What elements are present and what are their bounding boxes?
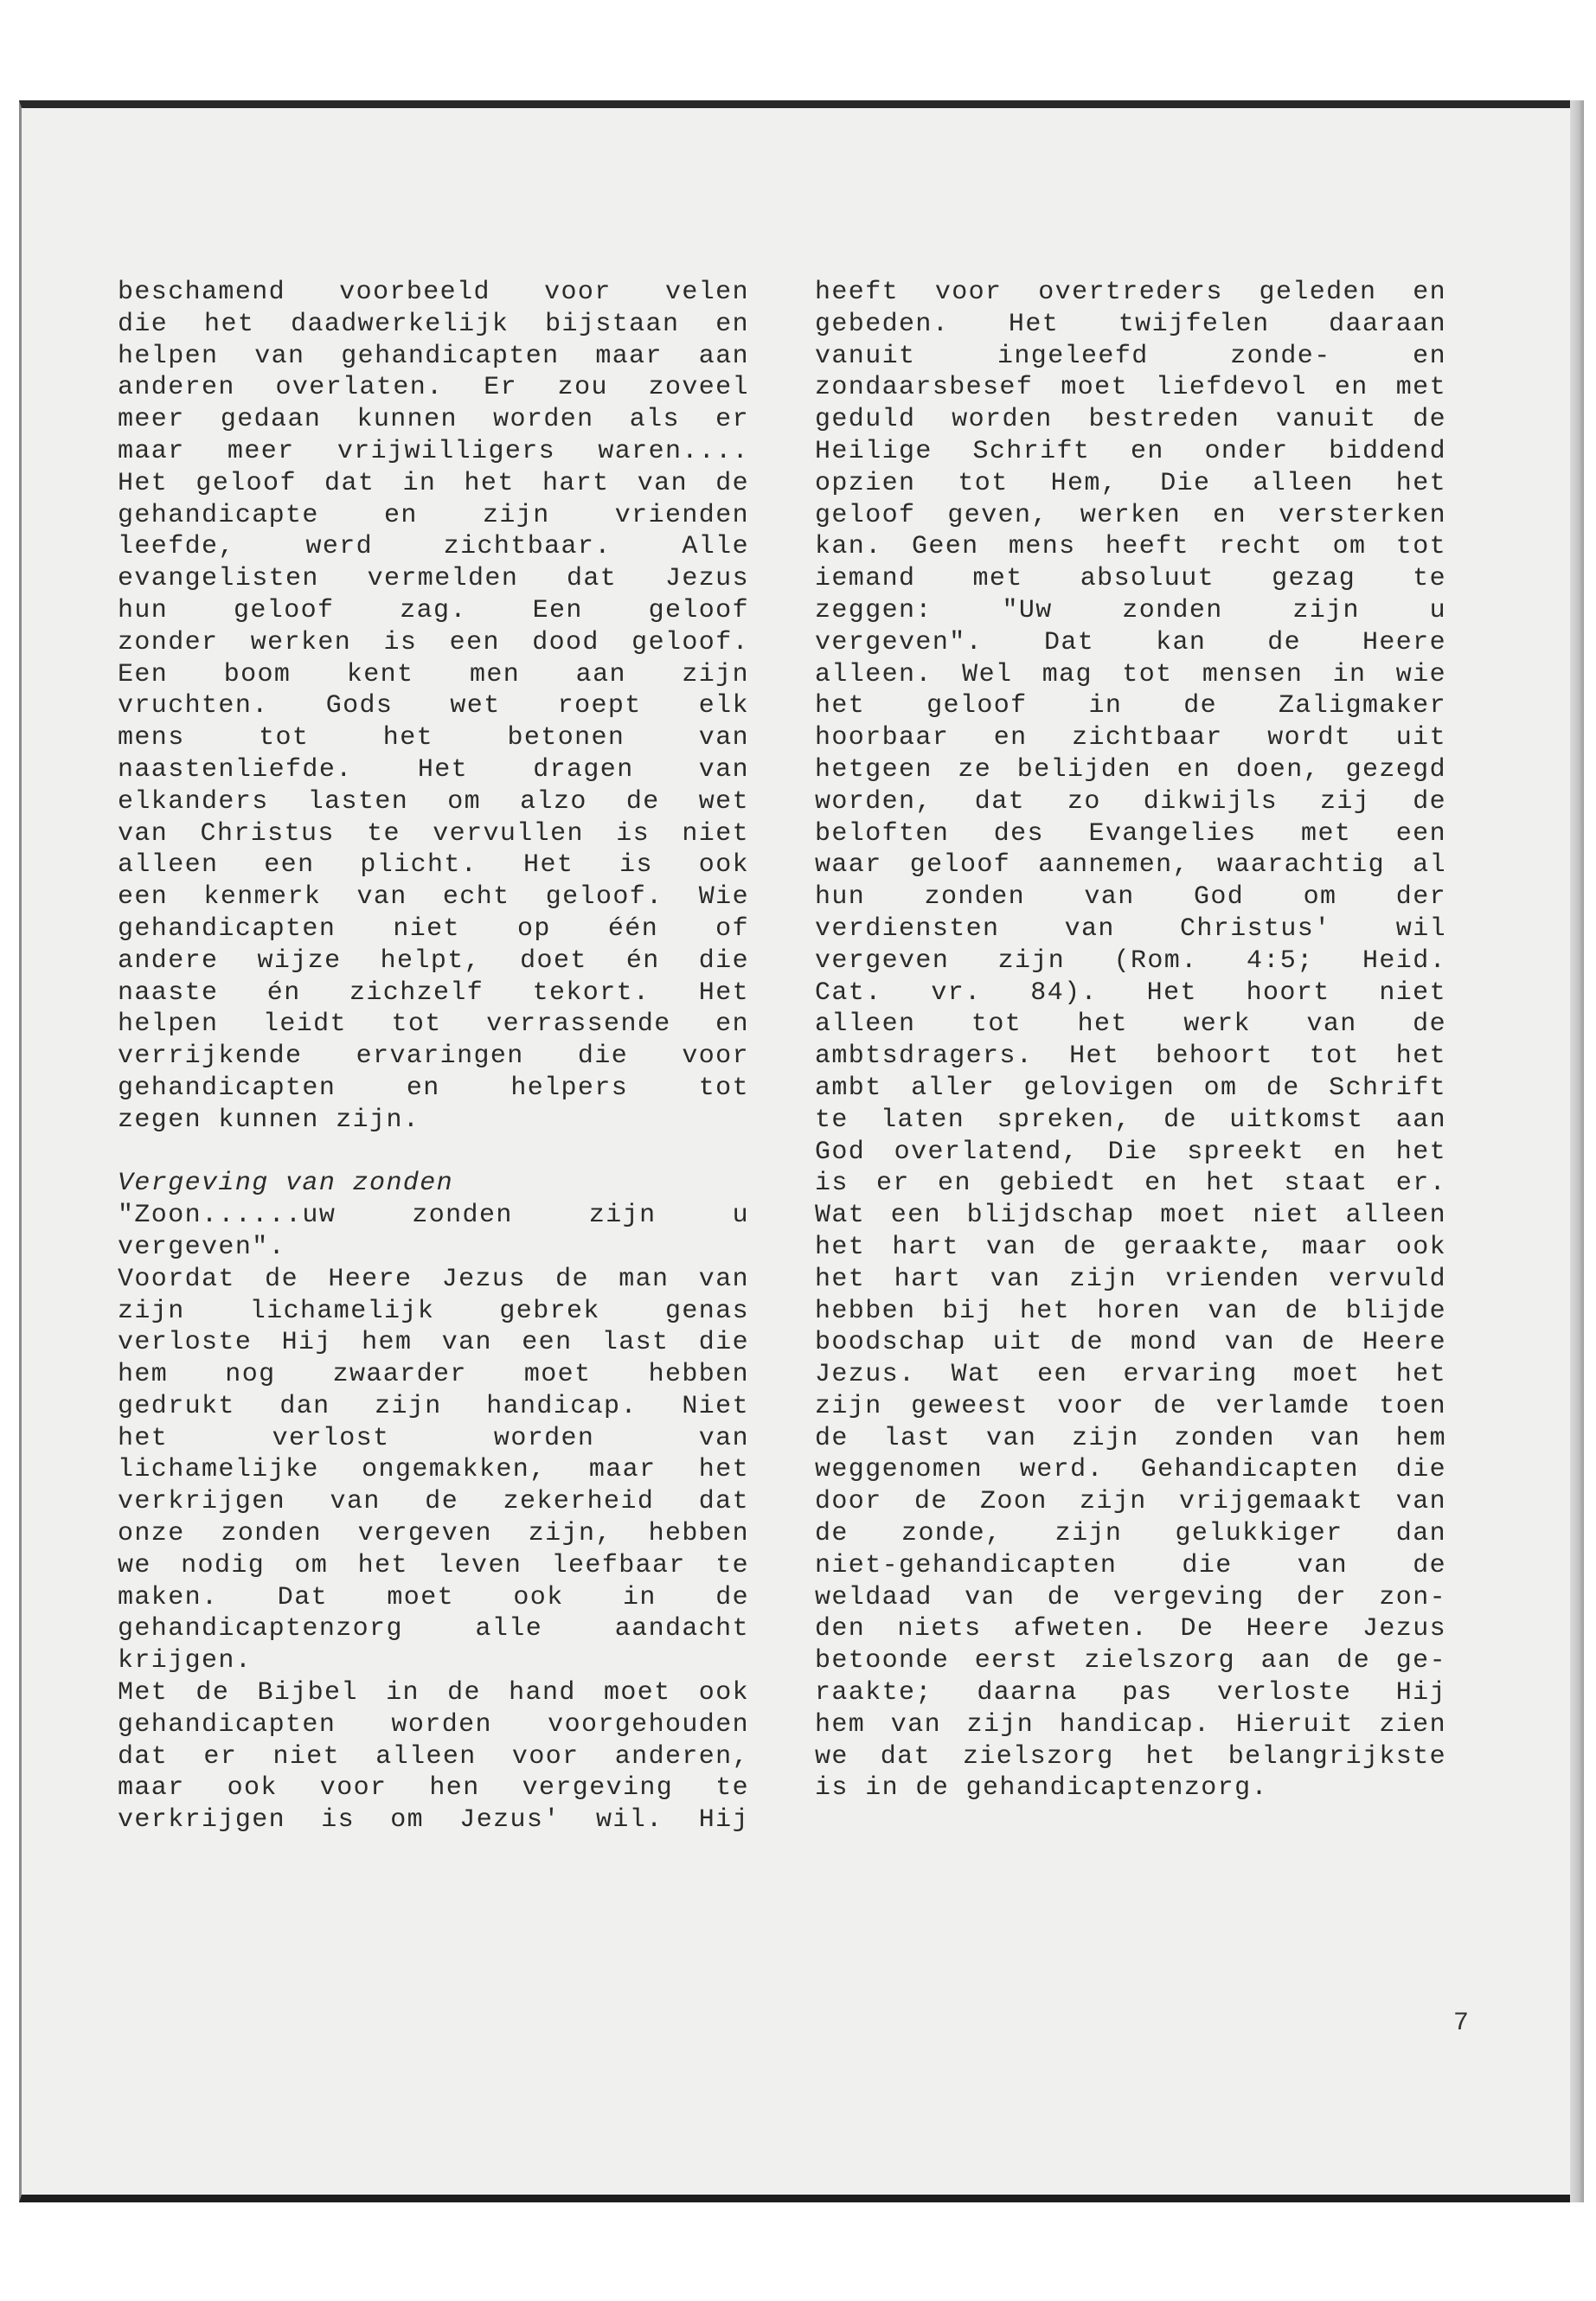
text-line: het hart van zijn vrienden vervuld <box>815 1264 1446 1294</box>
text-line: Voordat de Heere Jezus de man van <box>118 1264 749 1294</box>
text-line: opzien tot Hem, Die alleen het <box>815 468 1446 498</box>
text-line: worden, dat zo dikwijls zij de <box>815 786 1446 817</box>
text-line: vruchten. Gods wet roept elk <box>118 691 749 721</box>
text-line: iemand met absoluut gezag te <box>815 564 1446 594</box>
text-line: vergeven zijn (Rom. 4:5; Heid. <box>815 945 1446 976</box>
text-line: alleen een plicht. Het is ook <box>118 850 749 881</box>
text-line: is in de gehandicaptenzorg. <box>815 1773 1268 1804</box>
text-line: boodschap uit de mond van de Heere <box>815 1328 1446 1358</box>
section-heading: Vergeving van zonden <box>118 1169 454 1199</box>
text-line: geloof geven, werken en versterken <box>815 500 1446 530</box>
text-line: Heilige Schrift en onder biddend <box>815 436 1446 466</box>
text-line: beloften des Evangelies met een <box>815 818 1446 849</box>
text-line: mens tot het betonen van <box>118 723 749 753</box>
text-line: beschamend voorbeeld voor velen <box>118 278 749 307</box>
text-line: kan. Geen mens heeft recht om tot <box>815 532 1446 562</box>
text-line: krijgen. <box>118 1646 253 1676</box>
text-line: weldaad van de vergeving der zon- <box>815 1582 1446 1612</box>
text-line: een kenmerk van echt geloof. Wie <box>118 882 749 913</box>
text-line: door de Zoon zijn vrijgemaakt van <box>815 1487 1446 1517</box>
text-line: het verlost worden van <box>118 1423 749 1453</box>
text-line: is er en gebiedt en het staat er. <box>815 1169 1446 1199</box>
text-line: zonder werken is een dood geloof. <box>118 627 749 657</box>
text-line: den niets afweten. De Heere Jezus <box>815 1614 1446 1644</box>
text-line: Jezus. Wat een ervaring moet het <box>815 1360 1446 1390</box>
page-edge-shadow <box>1570 100 1584 2202</box>
text-line: andere wijze helpt, doet én die <box>118 945 749 976</box>
text-line: niet-gehandicapten die van de <box>815 1550 1446 1580</box>
text-line: maar meer vrijwilligers waren.... <box>118 436 749 466</box>
text-line: zeggen: "Uw zonden zijn u <box>815 595 1446 625</box>
text-line: zondaarsbesef moet liefdevol en met <box>815 373 1446 403</box>
text-line: Wat een blijdschap moet niet alleen <box>815 1201 1446 1231</box>
text-line: hebben bij het horen van de blijde <box>815 1296 1446 1326</box>
text-line: de zonde, zijn gelukkiger dan <box>815 1519 1446 1549</box>
text-line: anderen overlaten. Er zou zoveel <box>118 373 749 403</box>
text-line: hoorbaar en zichtbaar wordt uit <box>815 723 1446 753</box>
text-line: verkrijgen van de zekerheid dat <box>118 1487 749 1517</box>
text-line: we dat zielszorg het belangrijkste <box>815 1741 1446 1772</box>
text-line: alleen tot het werk van de <box>815 1009 1446 1040</box>
text-line: geduld worden bestreden vanuit de <box>815 405 1446 435</box>
text-line: betoonde eerst zielszorg aan de ge- <box>815 1646 1446 1676</box>
text-line: Met de Bijbel in de hand moet ook <box>118 1678 749 1708</box>
text-line: meer gedaan kunnen worden als er <box>118 405 749 435</box>
text-line: hem van zijn handicap. Hieruit zien <box>815 1709 1446 1740</box>
text-line: alleen. Wel mag tot mensen in wie <box>815 659 1446 689</box>
text-line: Cat. vr. 84). Het hoort niet <box>815 977 1446 1008</box>
text-line: helpen van gehandicapten maar aan <box>118 341 749 371</box>
text-line: die het daadwerkelijk bijstaan en <box>118 309 749 339</box>
text-line: dat er niet alleen voor anderen, <box>118 1741 749 1772</box>
paragraph-gap <box>118 1137 749 1169</box>
text-line: gehandicaptenzorg alle aandacht <box>118 1614 749 1644</box>
text-line: onze zonden vergeven zijn, hebben <box>118 1519 749 1549</box>
text-line: ambt aller gelovigen om de Schrift <box>815 1073 1446 1103</box>
text-line: gebeden. Het twijfelen daaraan <box>815 309 1446 339</box>
text-line: hun geloof zag. Een geloof <box>118 595 749 625</box>
text-line: hetgeen ze belijden en doen, gezegd <box>815 754 1446 785</box>
right-text-column <box>815 277 1446 1804</box>
text-line: we nodig om het leven leefbaar te <box>118 1550 749 1580</box>
text-line: elkanders lasten om alzo de wet <box>118 786 749 817</box>
text-line: de last van zijn zonden van hem <box>815 1423 1446 1453</box>
text-line: gedrukt dan zijn handicap. Niet <box>118 1391 749 1421</box>
text-line: verloste Hij hem van een last die <box>118 1328 749 1358</box>
text-line: weggenomen werd. Gehandicapten die <box>815 1455 1446 1485</box>
text-line: Het geloof dat in het hart van de <box>118 468 749 498</box>
text-line: hun zonden van God om der <box>815 882 1446 913</box>
text-line: naaste én zichzelf tekort. Het <box>118 977 749 1008</box>
text-line: hem nog zwaarder moet hebben <box>118 1360 749 1390</box>
text-line: gehandicapte en zijn vrienden <box>118 500 749 530</box>
text-line: zegen kunnen zijn. <box>118 1105 420 1135</box>
text-line: raakte; daarna pas verloste Hij <box>815 1678 1446 1708</box>
text-line: verdiensten van Christus' wil <box>815 913 1446 944</box>
text-line: vergeven". <box>118 1232 286 1262</box>
text-line: God overlatend, Die spreekt en het <box>815 1137 1446 1167</box>
text-line: vanuit ingeleefd zonde- en <box>815 341 1446 371</box>
text-line: heeft voor overtreders geleden en <box>815 278 1446 307</box>
text-line: leefde, werd zichtbaar. Alle <box>118 532 749 562</box>
text-line: gehandicapten en helpers tot <box>118 1073 749 1103</box>
text-line: naastenliefde. Het dragen van <box>118 754 749 785</box>
text-line: Een boom kent men aan zijn <box>118 659 749 689</box>
text-line: zijn geweest voor de verlamde toen <box>815 1391 1446 1421</box>
text-line: maar ook voor hen vergeving te <box>118 1773 749 1804</box>
text-line: verrijkende ervaringen die voor <box>118 1042 749 1072</box>
text-line: het hart van de geraakte, maar ook <box>815 1232 1446 1262</box>
text-line: van Christus te vervullen is niet <box>118 818 749 849</box>
text-line: waar geloof aannemen, waarachtig al <box>815 850 1446 881</box>
text-line: maken. Dat moet ook in de <box>118 1582 749 1612</box>
text-line: "Zoon......uw zonden zijn u <box>118 1201 749 1231</box>
left-text-column <box>118 277 749 1836</box>
text-line: zijn lichamelijk gebrek genas <box>118 1296 749 1326</box>
text-line: te laten spreken, de uitkomst aan <box>815 1105 1446 1135</box>
text-line: vergeven". Dat kan de Heere <box>815 627 1446 657</box>
text-line: helpen leidt tot verrassende en <box>118 1009 749 1040</box>
page-number: 7 <box>1453 2009 1470 2038</box>
text-line: verkrijgen is om Jezus' wil. Hij <box>118 1805 749 1836</box>
text-line: gehandicapten niet op één of <box>118 913 749 944</box>
text-line: evangelisten vermelden dat Jezus <box>118 564 749 594</box>
text-line: ambtsdragers. Het behoort tot het <box>815 1042 1446 1072</box>
text-line: lichamelijke ongemakken, maar het <box>118 1455 749 1485</box>
text-line: het geloof in de Zaligmaker <box>815 691 1446 721</box>
text-line: gehandicapten worden voorgehouden <box>118 1709 749 1740</box>
